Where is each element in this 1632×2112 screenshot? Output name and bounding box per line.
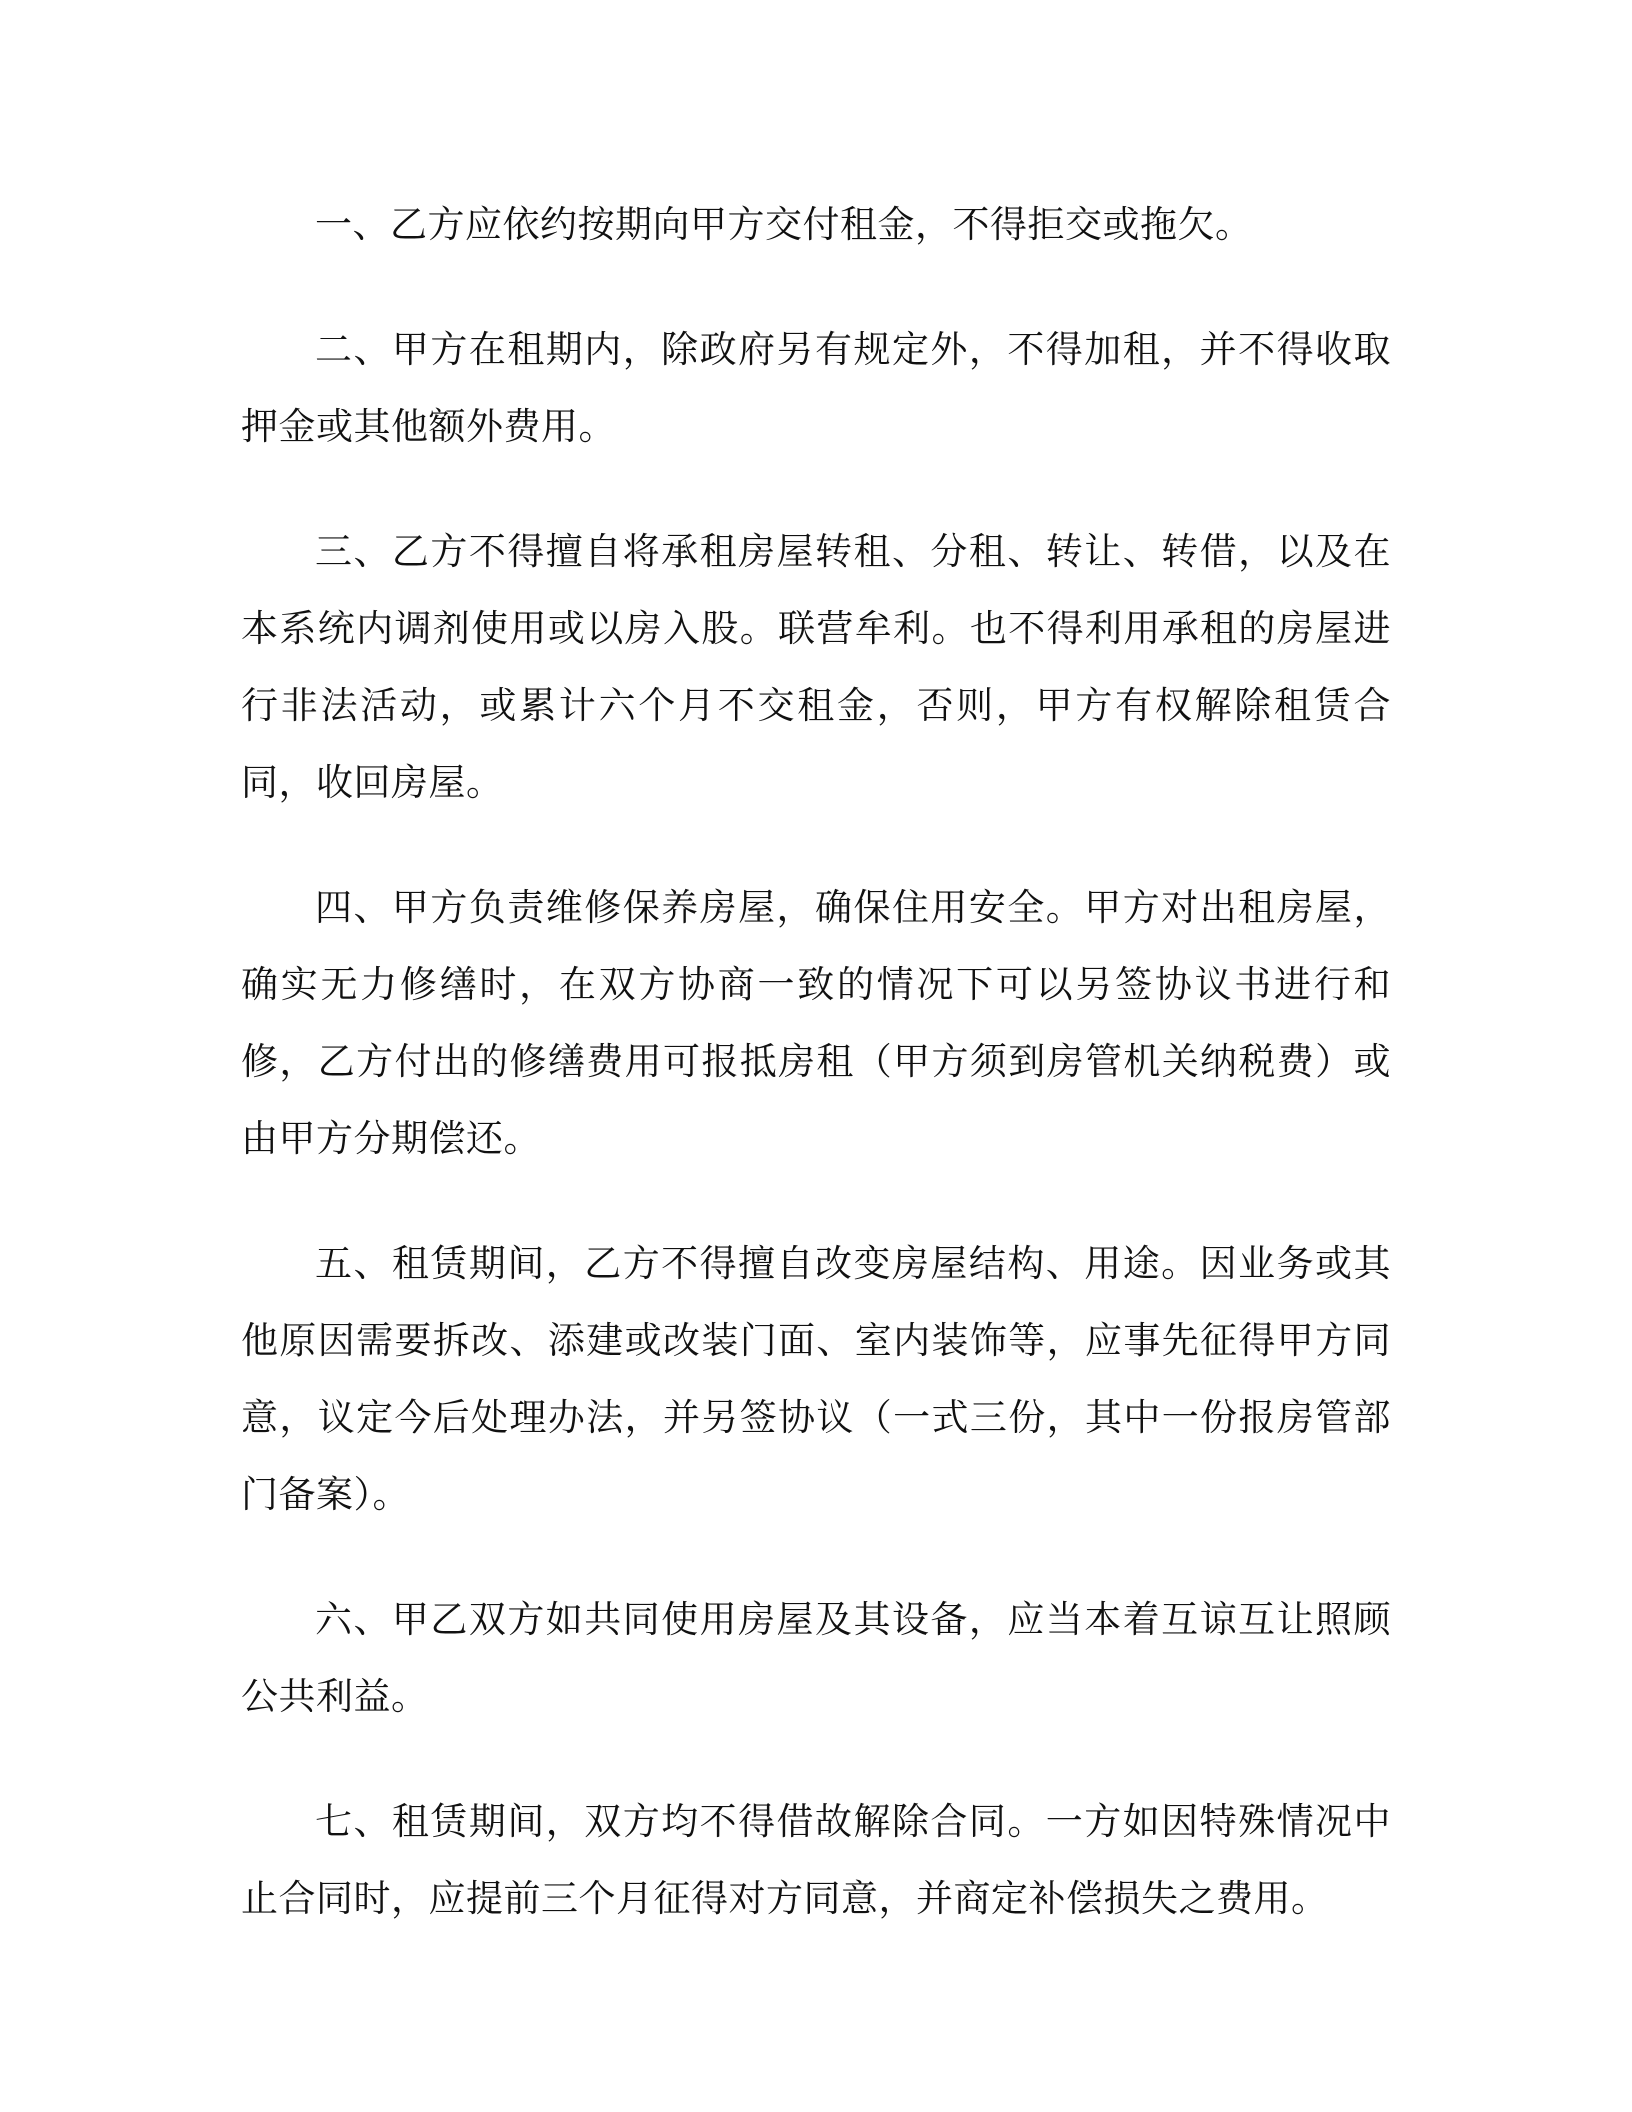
document-body [241,186,1391,1985]
clause-7: 七、租赁期间，双方均不得借故解除合同。一方如因特殊情况中止合同时，应提前三个月征得对方同意，并商定补偿损失之费用。 [241,1800,1391,1920]
clause-2: 二、甲方在租期内，除政府另有规定外，不得加租，并不得收取押金或其他额外费用。 [241,328,1391,448]
clause-4: 四、甲方负责维修保养房屋，确保住用安全。甲方对出租房屋，确实无力修缮时，在双方协商一致的情况下可以另签协议书进行和修，乙方付出的修缮费用可报抵房租（甲方须到房管机关纳税费）或由甲方分期偿还。 [241,886,1391,1160]
clause-1: 一、乙方应依约按期向甲方交付租金，不得拒交或拖欠。 [315,203,1253,246]
clause-3: 三、乙方不得擅自将承租房屋转租、分租、转让、转借，以及在本系统内调剂使用或以房入股。联营牟利。也不得利用承租的房屋进行非法活动，或累计六个月不交租金，否则，甲方有权解除租赁合同，收回房屋。 [241,530,1391,804]
clause-5: 五、租赁期间，乙方不得擅自改变房屋结构、用途。因业务或其他原因需要拆改、添建或改装门面、室内装饰等，应事先征得甲方同意，议定今后处理办法，并另签协议（一式三份，其中一份报房管部门备案）。 [241,1242,1391,1516]
clause-6: 六、甲乙双方如共同使用房屋及其设备，应当本着互谅互让照顾公共利益。 [241,1598,1391,1718]
